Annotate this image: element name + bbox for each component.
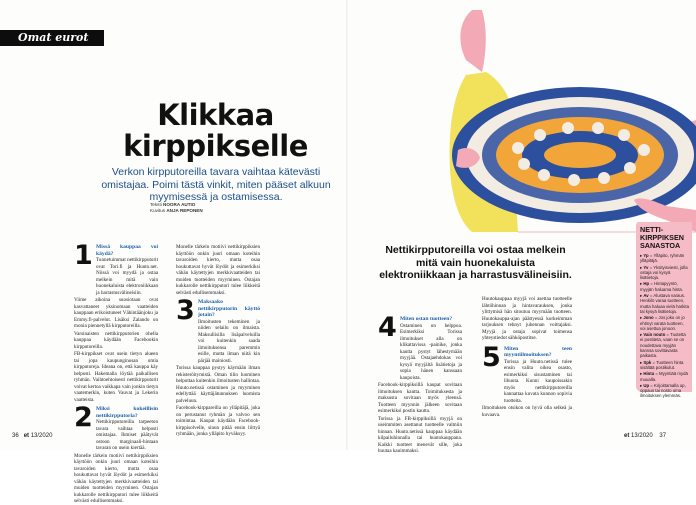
glossary-list: [640, 253, 689, 399]
tip-number: 5: [482, 341, 501, 373]
tip-body: Ilmoitusten tekeminen ja niiden selailu on ilmaista. Maksullisilla lisäpalveluilla voi kuitenkin saada ilmoituksensa paremmin esille, mutta ilman niitä kin pärjää mainiosti.: [198, 318, 260, 364]
column-text: Huutokauppaa myyjä voi asettaa tuotteelle lähtöhinnan ja hintavarauksen, jonka ylittymisä hän sitoutuu myymään tuotteen. Huutokauppa-ajan päättyessä korkeimman tarjouksen tehnyt juhennan voittajaksi. Myyjä ja ostaja sopivat toimensa yhteystiedot sähköpostitse.: [482, 296, 572, 341]
tip-5: [482, 341, 572, 405]
folio-left: [12, 433, 52, 439]
credit-illus-label: Kuvitus: [150, 208, 166, 213]
glossary-item: ▸ Yp = Ylläpito, ryhmän ylläpitäjä.: [640, 253, 685, 264]
glossary-term: Vain nouto: [643, 332, 666, 338]
glossary-item: ▸ Vain nouto = Tuotetta ei postiteta, vaan se on noudettava myyjän kanssa sovittavasta paikasta.: [640, 332, 686, 359]
glossary-term: Hp: [643, 281, 650, 287]
issue-number: 13/2020: [631, 433, 653, 439]
folio-right: [624, 433, 666, 439]
tip-body: Viime aikoina suosiotaan ovat kasvattaneet yksinomaan vaatteiden kauppaan erikoistuneet Vähintäänjoku ja Emmy.fi-palvelut. Lisäksi Zalando on monia piennetyllä kirpputoreilla.: [74, 297, 158, 330]
tip-body: Monelle tärkein motiivi nettikirppiksien käyttöön onkin juuri omaan koteihin tavaroiden kierto, mutta osaa houkuttavat hyvät löydöt ja esimerkiksi vähän käytettyjen merkkivaatteiden tai muiden tuotteiden myyminen. Ostajan kukkarolle nettikirpputori tulee liikkeitä selvästi edullisemmaksi.: [176, 244, 260, 296]
tip-heading: Missä kauppaa voi käydä?: [96, 244, 158, 257]
glossary-definition: = Yksityisviesti, jolla ostaja voi kysyä lisätietoja.: [640, 264, 688, 281]
headline-line2: kirppikselle: [123, 129, 308, 163]
tip-body: Nettikirpputoreilla tarpeeton tavara vaihtaa helposti omistajaa. Ihmiset päätyvät ostoon marginaali-hintaan tavaran on usein kiertää.: [96, 419, 158, 452]
tip-body: Monelle tärkein motiivi nettikirppiksien käyttöön onkin juuri omaan koteihin tavaroiden kierto, mutta osaa houkuttavat hyvät löydöt ja esimerkiksi vähän käytettyjen merkkivaatteiden tai muiden tuotteiden myyminen. Ostajan kukkarolle nettikirpputori tulee liikkeitä selvästi edullisemmaksi.: [74, 452, 158, 505]
tip-body: Varsinaisten nettikirpputorien ohella kauppaa käydään Facebookin kirpputoreilla.: [74, 330, 158, 350]
glossary-term: Hinta: [643, 371, 655, 377]
glossary-item: ▸ Spk = Tuotteen hinta sisältää postikulut.: [640, 359, 684, 370]
article-column-2: [176, 244, 260, 438]
glossary-definition: = Myyntiää mydä muualla.: [640, 371, 688, 382]
pull-quote: Nettikirpputoreilla voi ostaa melkein mitä vain huonekaluista elektroniikkaan ja harrastusvälineisiin.: [379, 244, 572, 281]
tip-4: [378, 312, 462, 381]
glossary-item: ▸ Av = Alustava varaus. Henkilö varaa tuotteen, mutta haluaa vielä harkita tai kysyä lisätietoja.: [640, 293, 689, 314]
glossary-definition: = Ylläpito, ryhmän ylläpitäjä.: [640, 253, 685, 264]
page-number: 37: [659, 433, 667, 439]
glossary-term: Yv: [643, 264, 649, 270]
glossary-item: ▸ Up = Kirjoittamalla up, oppaus tai nosto oma ilmoituksen ylemmäs.: [640, 382, 686, 399]
lede: Verkon kirpputoreilla tavara vaihtaa kätevästi omistajaa. Poimi tästä vinkit, miten pääset alkuun myymisessä ja ostamisessa.: [101, 166, 331, 203]
tip-body: Torissa kauppaa pystyy käymään ilman rekisteröitymistä. Oman tilin luominen helpottaa kuitenkin ilmoitusten hallintaa. Huuto.netissä ostaminen ja myyminen edellyttää käyttäjätunnuksen luomista palveluun.: [176, 365, 260, 404]
credit-text-author: NOORA AUTIO: [163, 202, 196, 207]
glossary-term: Spk: [643, 359, 652, 365]
headline-line1: Klikkaa: [157, 98, 274, 132]
glossary-definition: = Kirjoittamalla up, oppaus tai nosto oma ilmoituksen ylemmäs.: [640, 382, 686, 399]
page-number: 36: [12, 433, 19, 439]
tip-body: Torissa ja FB-kirppiksillä myyjä on useimmiten asettanut tuotteelle valmiin hinnan. Huuto.netissä kauppaa käydään kilpailuhinnalla tai huutokauppana. Kaikki tuotteet menevät sille, joka huutaa kauimmaksi.: [378, 415, 462, 455]
magazine-name: et: [624, 433, 630, 439]
glossary-definition: = Jos joku on jo ehtinyt varata tuotteen, voi asettua jonoon.: [640, 315, 685, 331]
tip-body: Tunnetuimmat nettikirpputorit ovat Tori.fi ja Huuto.net. Niissä voi myydä ja ostaa melkein mitä vain huonekaluista elektroniikkaan ja harrastusvälineisiin.: [96, 257, 158, 296]
tip-number: 2: [74, 402, 93, 434]
credit-text-label: Teksti: [150, 202, 162, 207]
tip-body: FB-kirppikset ovat usein tietyn alueen tai jopa kaupunginosan omia kirpputoreja. Ideana on, että kauppa käy helposti. Hakemalla löytää paikallisen ryhmän. Vaihtoehtoisesti nettikirpputorit voivat kertoa vaikkapa vain jonkin tietyn vaatemerkin, kuten Vauvat ja Lekerin vaatteista.: [74, 351, 158, 403]
glossary-item: ▸ Yv = Yksityisviesti, jolla ostaja voi kysyä lisätietoja.: [640, 264, 688, 281]
glossary-item: ▸ Hp = Hintapyyntö, myyjän haluama hinta.: [640, 281, 683, 292]
glossary-term: Yp: [643, 253, 649, 258]
tip-heading: Miten ostan tuotteen?: [400, 316, 453, 322]
glossary-definition: = Tuotteen hinta sisältää postikulut.: [640, 359, 684, 370]
glossary-definition: = Hintapyyntö, myyjän haluama hinta.: [640, 281, 683, 292]
glossary-definition: = Tuotetta ei postiteta, vaan se on noudettava myyjän kanssa sovittavasta paikasta.: [640, 332, 686, 359]
tip-2: [74, 402, 158, 452]
tip-heading: Miten teen myyntiilmoituksen?: [504, 345, 572, 359]
article-column-3: [378, 312, 462, 455]
magazine-name: et: [23, 433, 30, 439]
article-column-1: [74, 240, 158, 505]
tip-body: Ilmoituksen otsikon on hyvä olla selkeä ja kuvaava.: [482, 405, 572, 418]
credit-illus-author: ANJA REPONEN: [166, 208, 203, 213]
tip-body: Ostaminen on helppoa. Esimerkiksi Torissa ilmoitukset alla on klikattavissa -painike, jonka kautta pystyt lähestymään myyjää. Ostajaehdokas voi kysyä myyjältä lisätietoja ja sopia hänen kanssaan kaupoista.: [400, 322, 462, 381]
tip-heading: Maksaako nettikirpputorin käyttö jotain?: [198, 299, 260, 319]
tip-number: 1: [74, 240, 93, 271]
section-tag: [0, 30, 104, 46]
glossary-term: Av: [643, 293, 649, 299]
plate-illustration: [348, 0, 696, 250]
glossary-title: NETTI-KIRPPIKSEN SANASTOA: [640, 225, 684, 250]
issue-number: 13/2020: [30, 433, 53, 439]
glossary-item: ▸ Hinta = Myyntiää mydä muualla.: [640, 371, 688, 382]
credits: [150, 202, 203, 214]
tip-body: Torissa ja Huuto.netissä tulee ensin valita oikea osasto, esimerkiksi sisustaminen tai lihuuta. Kunni kaupoissakin myös nettikirpputoreilla kannattaa kuvata kunnon sopivia tuotteita.: [504, 358, 572, 404]
tip-heading: Miksi kokeillisin nettikirpputoria?: [96, 406, 158, 419]
tip-number: 3: [176, 295, 195, 326]
tip-number: 4: [378, 312, 397, 343]
glossary-box: [636, 222, 692, 399]
tip-body: Facebook-kirppiksillä kaupat sovitaan ilmoituksen kautta. Toimituksesta ja maksusta sovitaan myös yleensä. Tuotteen myynnin jälkeen sovitaan esimerkiksi postin kautta.: [378, 382, 462, 415]
tip-1: [74, 240, 158, 296]
headline: [108, 100, 323, 162]
glossary-term: Up: [643, 382, 650, 388]
glossary-item: ▸ Jono = Jos joku on jo ehtinyt varata tuotteen, voi asettua jonoon.: [640, 315, 685, 331]
section-tag-label: Omat eurot: [18, 31, 89, 44]
glossary-term: Jono: [643, 315, 654, 321]
article-column-4: [482, 296, 572, 426]
tip-3: [176, 295, 260, 364]
tip-body: Facebook-kirppareilla on ylläpitäjä, joka on perustanut ryhmän ja valvoo sen toimintaa. Kaupat käydään Facebook-kirppisolvelle, sinun pitää ensin liittyä ryhmään, jonka ylläpito hyväksyy.: [176, 405, 260, 438]
glossary-definition: = Alustava varaus. Henkilö varaa tuotteen, mutta haluaa vielä harkita tai kysyä lisätietoja.: [640, 293, 689, 314]
